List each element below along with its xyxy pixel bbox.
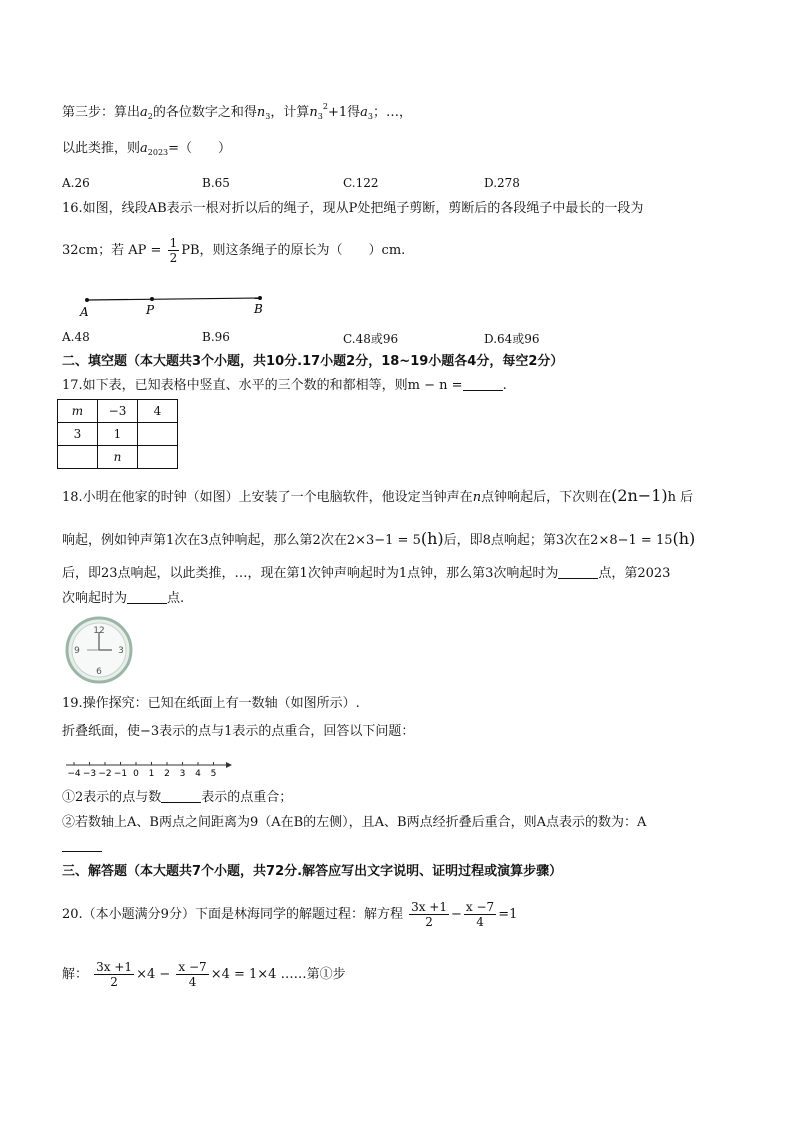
q16-option-a: A.48 bbox=[62, 330, 90, 344]
q20-step1-fraction-2: $\frac{x -7}{4}$ bbox=[178, 960, 207, 989]
label-p: P bbox=[146, 303, 155, 317]
point-a bbox=[85, 298, 89, 302]
q17-cell bbox=[138, 423, 178, 446]
point-b bbox=[258, 296, 262, 300]
q17-question: 17.如下表，已知表格中竖直、水平的三个数的和都相等，则m − n = . bbox=[62, 378, 507, 393]
q20-fraction-2: $\frac{x -7}{4}$ bbox=[465, 900, 495, 929]
q15-option-a: A.26 bbox=[62, 176, 90, 190]
clock-12: 12 bbox=[93, 626, 105, 636]
axis-tick-label: −4 bbox=[67, 769, 81, 779]
label-b: B bbox=[254, 302, 263, 316]
axis-tick-label: 2 bbox=[164, 769, 170, 779]
q16-segment-figure bbox=[75, 292, 275, 320]
clock-figure bbox=[65, 616, 133, 684]
q17-cell: 3 bbox=[58, 423, 98, 446]
axis-tick-label: 4 bbox=[195, 769, 201, 779]
q18-blank-1[interactable] bbox=[558, 566, 598, 579]
q16-line1: 16.如图，线段AB表示一根对折以后的绳子，现从P处把绳子剪断，剪断后的各段绳子中最长的一段为 bbox=[62, 201, 644, 216]
q15-tail: 以此类推，则$a_{2023}=$（ ） bbox=[62, 141, 232, 157]
q15-option-b: B.65 bbox=[202, 176, 230, 190]
q17-cell bbox=[58, 446, 98, 469]
axis-arrow bbox=[226, 762, 232, 768]
axis-tick-label: 1 bbox=[148, 769, 155, 779]
q19-blank-2[interactable] bbox=[62, 839, 102, 852]
q19-line2: 折叠纸面，使−3表示的点与1表示的点重合，回答以下问题： bbox=[62, 724, 415, 739]
q18-blank-2[interactable] bbox=[127, 591, 167, 604]
label-a: A bbox=[80, 305, 89, 319]
q17-cell: 1 bbox=[98, 423, 138, 446]
q19-blank-1[interactable] bbox=[161, 790, 201, 803]
number-axis-figure bbox=[66, 760, 236, 780]
axis-tick-label: 0 bbox=[133, 769, 139, 779]
axis-tick-label: −1 bbox=[113, 769, 128, 779]
q18-line4: 次响起时为 点. bbox=[62, 591, 185, 606]
q16-fraction: $\frac{1}{2}$ bbox=[169, 236, 178, 265]
axis-tick-label: −2 bbox=[98, 769, 112, 779]
q19-blank-2-line bbox=[62, 838, 102, 856]
q18-line1: 18.小明在他家的时钟（如图）上安装了一个电脑软件，他设定当钟声在n点钟响起后，下次则在(2n−1)h 后 bbox=[62, 486, 694, 505]
q17-cell: −3 bbox=[98, 400, 138, 423]
q20-line1: 20.（本小题满分9分）下面是林海同学的解题过程：解方程 $\frac{3x +1}{2}$ − $\frac{x -7}{4}$ =1 bbox=[62, 900, 518, 929]
q17-blank[interactable] bbox=[463, 378, 503, 391]
q16-option-b: B.96 bbox=[202, 330, 230, 344]
q17-cell: 4 bbox=[138, 400, 178, 423]
q15-option-c: C.122 bbox=[343, 176, 379, 190]
q17-cell bbox=[138, 446, 178, 469]
q20-fraction-1: $\frac{3x +1}{2}$ bbox=[411, 900, 447, 929]
section2-heading: 二、填空题（本大题共3个小题，共10分.17小题2分，18~19小题各4分，每空2分） bbox=[62, 354, 564, 369]
q20-solution-step1: 解： $\frac{3x +1}{2}$ ×4 − $\frac{x -7}{4}$ ×4 = 1×4 ……第①步 bbox=[62, 960, 346, 989]
section3-heading: 三、解答题（本大题共7个小题，共72分.解答应写出文字说明、证明过程或演算步骤） bbox=[62, 864, 563, 879]
q19-line1: 19.操作探究：已知在纸面上有一数轴（如图所示）. bbox=[62, 696, 360, 711]
axis-tick-label: 3 bbox=[179, 769, 186, 779]
q19-line3: ①2表示的点与数 表示的点重合； bbox=[62, 790, 293, 805]
clock-6: 6 bbox=[96, 667, 102, 677]
q17-cell: m bbox=[58, 400, 98, 423]
clock-9: 9 bbox=[74, 646, 80, 656]
step3-line: 第三步：算出$a_2$的各位数字之和得$n_3$，计算$n_3^2+1$得$a_3$；…， bbox=[62, 102, 412, 121]
q18-line2: 响起，例如钟声第1次在3点钟响起，那么第2次在2×3−1 = 5(h)后，即8点响起；第3次在2×8−1 = 15(h) bbox=[62, 529, 696, 548]
axis-tick-label: −3 bbox=[82, 769, 97, 779]
q15-option-d: D.278 bbox=[484, 176, 520, 190]
segment-ab bbox=[87, 298, 260, 300]
q16-line2: 32cm；若 AP = $\frac{1}{2}$ PB，则这条绳子的原长为（ ）cm. bbox=[62, 236, 406, 265]
axis-tick-label: 5 bbox=[210, 769, 217, 779]
q17-table bbox=[57, 399, 178, 469]
point-p bbox=[150, 297, 154, 301]
q19-line4: ②若数轴上A、B两点之间距离为9（A在B的左侧），且A、B两点经折叠后重合，则A点表示的数为：A bbox=[62, 815, 647, 830]
clock-3: 3 bbox=[118, 646, 124, 656]
q16-option-d: D.64或96 bbox=[484, 332, 540, 346]
q18-line3: 后，即23点响起，以此类推，…，现在第1次钟声响起时为1点钟，那么第3次响起时为 点，第2023 bbox=[62, 566, 671, 581]
q17-cell: n bbox=[98, 446, 138, 469]
q16-option-c: C.48或96 bbox=[343, 332, 399, 346]
q20-step1-fraction-1: $\frac{3x +1}{2}$ bbox=[96, 960, 133, 989]
